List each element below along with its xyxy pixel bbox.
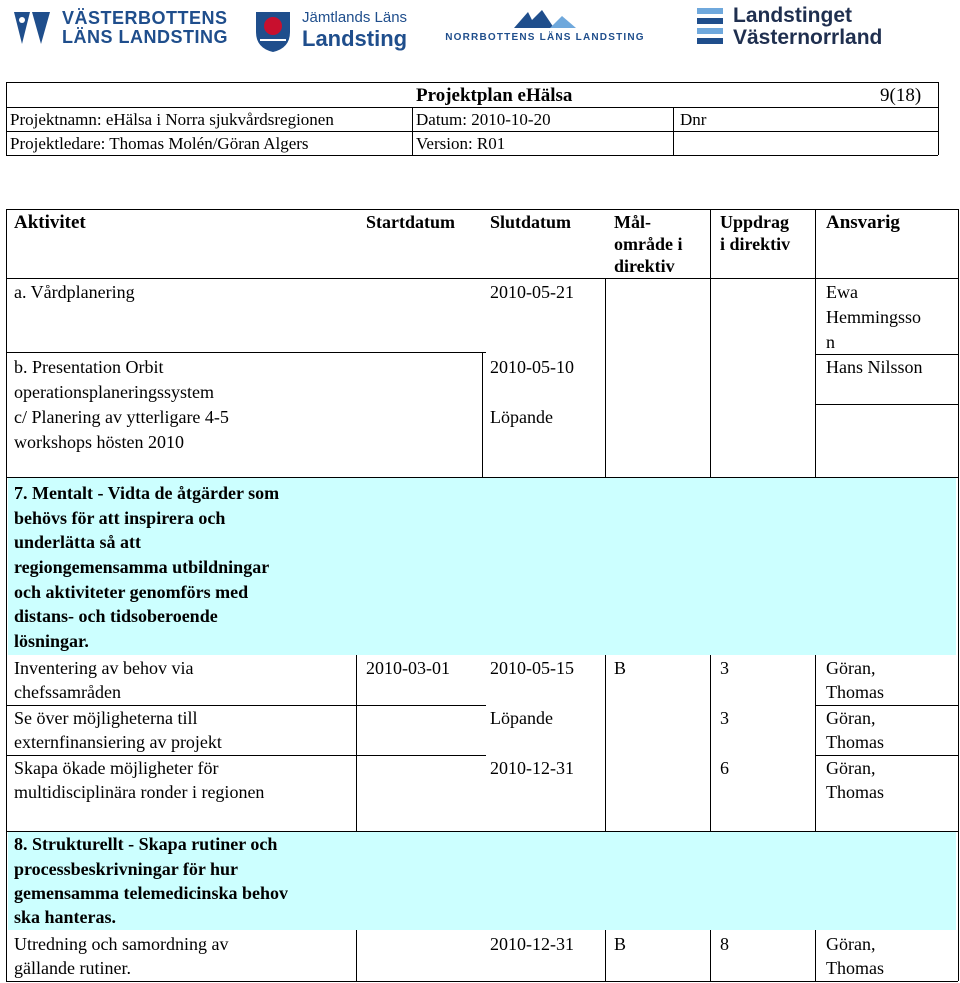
vasternorrland-line2: Västernorrland [733,26,883,49]
table-row-7-1-ansvarig-2: Thomas [826,682,884,702]
section-7-line-6: distans- och tidsoberoende [14,606,218,626]
jamtland-line1: Jämtlands Läns [302,9,408,26]
section-8-line-1: 8. Strukturellt - Skapa rutiner och [14,834,278,854]
table-row-7-2-uppdrag: 3 [720,708,729,728]
table-row-7-1-startdatum: 2010-03-01 [366,658,450,678]
table-row-7-3-uppdrag: 6 [720,758,729,778]
col-header-malomrade-1: Mål- [614,212,651,232]
col-header-aktivitet: Aktivitet [14,212,86,233]
section-7-line-5: och aktiviteter genomförs med [14,582,249,602]
row-c-slutdatum: Löpande [490,407,553,427]
table-row-7-3-ansvarig-2: Thomas [826,782,884,802]
table-row-7-1-slutdatum: 2010-05-15 [490,658,574,678]
norrbotten-logo [440,8,650,43]
row-b-ansvarig: Hans Nilsson [826,357,923,377]
table-row-7-2-text-1: Se över möjligheterna till [14,708,198,728]
row-b-text-1: b. Presentation Orbit [14,357,164,377]
table-row-7-3-text-2: multidisciplinära ronder i regionen [14,782,265,802]
document-date: Datum: 2010-10-20 [416,110,551,129]
table-row-7-1-malomrade: B [614,658,627,678]
project-leaders: Projektledare: Thomas Molén/Göran Algers [10,134,309,153]
table-row-7-1-uppdrag: 3 [720,658,729,678]
table-row-8-1-uppdrag: 8 [720,934,729,954]
table-row-8-1-ansvarig-2: Thomas [826,958,884,978]
row-a-ansvarig-3: n [826,332,835,352]
vasternorrland-emblem-icon [695,4,725,50]
norrbotten-emblem-icon [510,8,580,30]
logo-bar [0,0,960,80]
row-a-ansvarig-2: Hemmingsso [826,307,922,327]
vasterbotten-line1: VÄSTERBOTTENS [62,8,228,28]
table-row-8-1-slutdatum: 2010-12-31 [490,934,574,954]
row-b-text-2: operationsplaneringssystem [14,382,214,402]
table-row-7-3-text-1: Skapa ökade möjligheter för [14,758,219,778]
norrbotten-line1: NORRBOTTENS LÄNS LANDSTING [445,32,645,43]
table-row-8-1-text-2: gällande rutiner. [14,958,131,978]
project-name: Projektnamn: eHälsa i Norra sjukvårdsregionen [10,110,334,129]
jamtland-line2: Landsting [302,26,408,51]
jamtland-logo [250,6,407,54]
section-7-line-1: 7. Mentalt - Vidta de åtgärder som [14,483,280,503]
table-row-8-1-ansvarig-1: Göran, [826,934,876,954]
jamtland-emblem-icon [250,6,296,54]
table-row-7-3-slutdatum: 2010-12-31 [490,758,574,778]
page-number: 9(18) [880,85,922,106]
table-row-7-1-text-2: chefssamråden [14,682,121,702]
vasternorrland-line1: Landstinget [733,4,852,27]
col-header-uppdrag-1: Uppdrag [720,212,790,232]
section-7-line-2: behövs för att inspirera och [14,508,226,528]
col-header-malomrade-3: direktiv [614,256,675,276]
row-b-slutdatum: 2010-05-10 [490,357,574,377]
vasterbotten-line2: LÄNS LANDSTING [62,27,228,47]
col-header-ansvarig: Ansvarig [826,212,900,233]
row-a-slutdatum: 2010-05-21 [490,282,574,302]
vasterbotten-emblem-icon [10,8,54,48]
table-row-7-1-text-1: Inventering av behov via [14,658,194,678]
section-7-line-4: regiongemensamma utbildningar [14,557,270,577]
col-header-startdatum: Startdatum [366,212,455,232]
document-title: Projektplan eHälsa [416,85,573,106]
document-version: Version: R01 [416,134,506,153]
col-header-slutdatum: Slutdatum [490,212,572,232]
row-c-text-2: workshops hösten 2010 [14,432,184,452]
table-row-8-1-text-1: Utredning och samordning av [14,934,229,954]
table-row-7-2-text-2: externfinansiering av projekt [14,732,222,752]
dnr-label: Dnr [680,110,707,129]
table-row-8-1-malomrade: B [614,934,627,954]
table-row-7-2-ansvarig-1: Göran, [826,708,876,728]
table-row-7-2-ansvarig-2: Thomas [826,732,884,752]
vasterbotten-logo [10,8,228,48]
section-7-line-3: underlätta så att [14,532,141,552]
section-8-line-2: processbeskrivningar för hur [14,859,239,879]
section-7-line-7: lösningar. [14,631,89,651]
row-a-ansvarig-1: Ewa [826,282,858,302]
table-row-7-2-slutdatum: Löpande [490,708,553,728]
section-8-line-3: gemensamma telemedicinska behov [14,883,288,903]
row-c-text-1: c/ Planering av ytterligare 4-5 [14,407,229,427]
section-8-line-4: ska hanteras. [14,907,117,927]
vasternorrland-logo [695,4,882,50]
row-a-text: a. Vårdplanering [14,282,135,302]
table-row-7-1-ansvarig-1: Göran, [826,658,876,678]
col-header-uppdrag-2: i direktiv [720,234,791,254]
table-row-7-3-ansvarig-1: Göran, [826,758,876,778]
col-header-malomrade-2: område i [614,234,683,254]
